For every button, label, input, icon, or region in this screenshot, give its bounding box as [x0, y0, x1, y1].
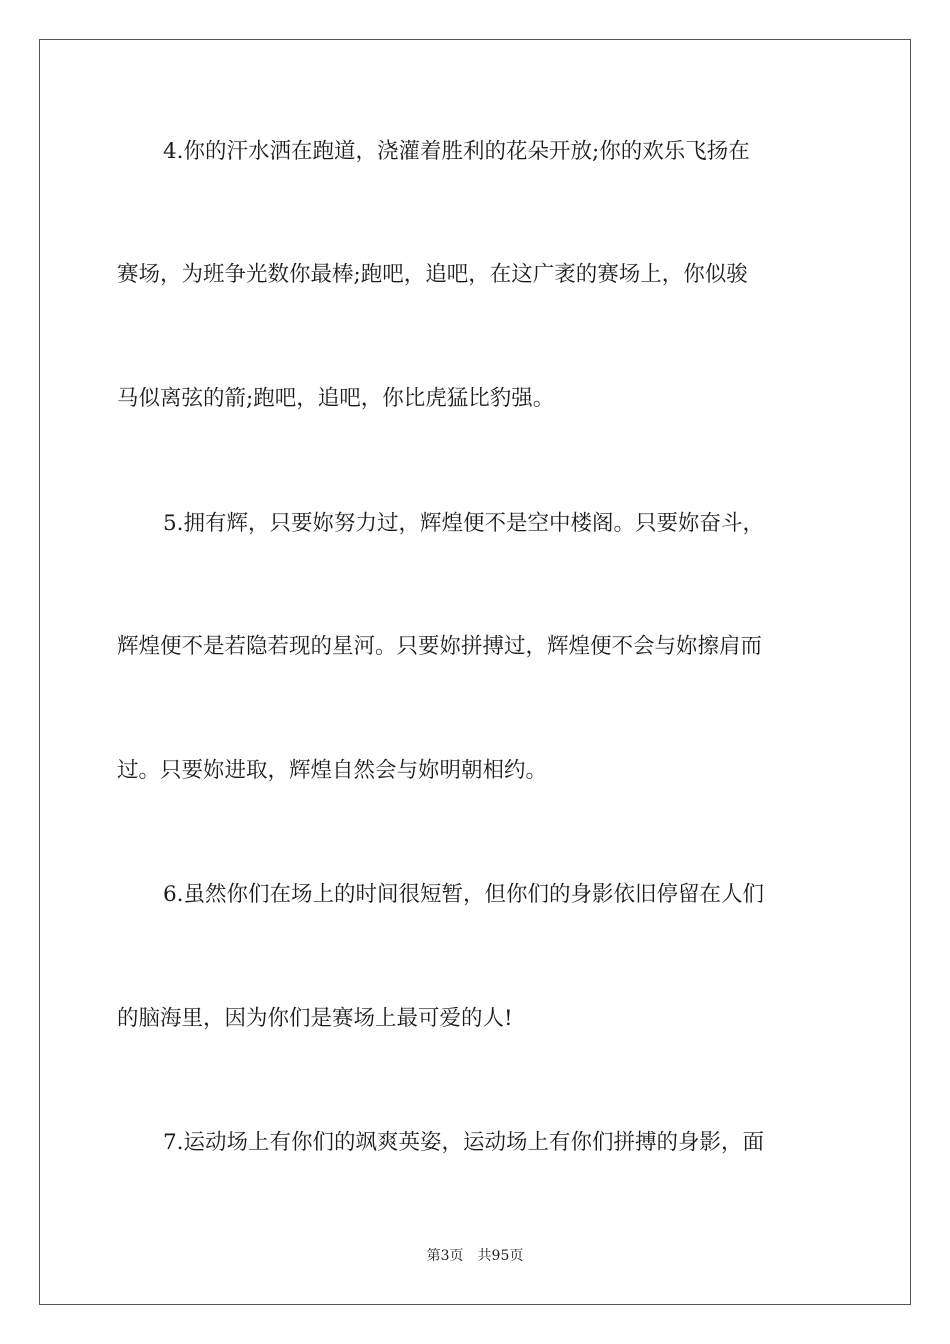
text-line: 赛场，为班争光数你最棒;跑吧，追吧，在这广袤的赛场上，你似骏	[117, 262, 748, 287]
page-total: 共95页	[477, 1248, 524, 1264]
page-footer	[0, 1246, 950, 1266]
text-line: 马似离弦的箭;跑吧，追吧，你比虎猛比豹强。	[117, 386, 555, 411]
text-line: 6.虽然你们在场上的时间很短暂，但你们的身影依旧停留在人们	[163, 882, 765, 907]
page-frame	[39, 39, 911, 1305]
text-line: 过。只要妳进取，辉煌自然会与妳明朝相约。	[117, 758, 548, 783]
text-line: 辉煌便不是若隐若现的星河。只要妳拼搏过，辉煌便不会与妳擦肩而	[117, 634, 763, 659]
text-line: 7.运动场上有你们的飒爽英姿，运动场上有你们拼搏的身影，面	[163, 1130, 765, 1155]
text-line: 5.拥有辉，只要妳努力过，辉煌便不是空中楼阁。只要妳奋斗，	[163, 511, 765, 536]
page-number: 第3页	[426, 1248, 464, 1264]
text-line: 4.你的汗水洒在跑道，浇灌着胜利的花朵开放;你的欢乐飞扬在	[163, 139, 750, 164]
text-line: 的脑海里，因为你们是赛场上最可爱的人!	[117, 1006, 513, 1031]
